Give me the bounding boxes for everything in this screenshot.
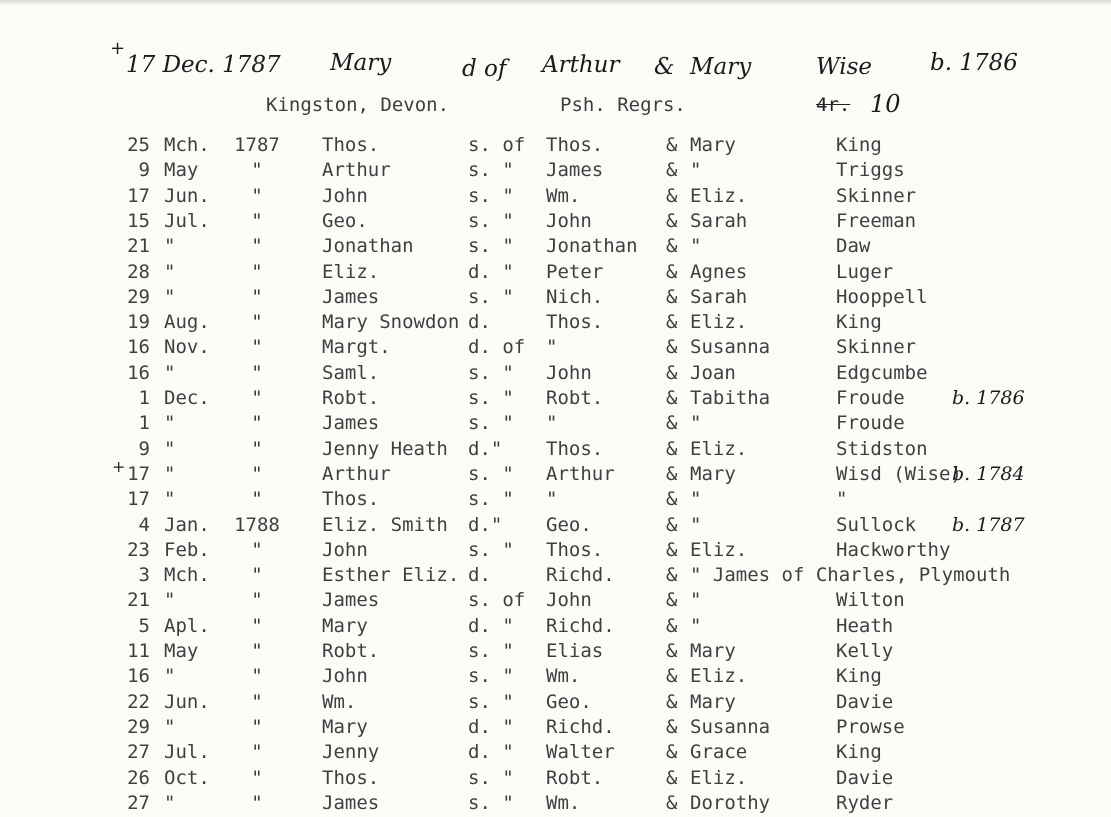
register-row <box>0 261 1111 286</box>
entry-surname: Sullock <box>836 513 917 536</box>
entry-month: Mch. <box>164 564 210 587</box>
register-row <box>0 311 1111 336</box>
entry-mother: " <box>690 412 702 435</box>
entry-year: " <box>251 741 263 764</box>
entry-day: 3 <box>138 564 150 587</box>
entry-mother: Eliz. <box>690 311 748 334</box>
entry-ampersand: & <box>666 159 678 182</box>
entry-ampersand: & <box>666 437 678 460</box>
entry-month: May <box>164 640 199 662</box>
entry-ampersand: & <box>666 311 678 334</box>
entry-father: Richd. <box>546 715 615 738</box>
entry-ampersand: & <box>666 260 678 283</box>
entry-mother: " <box>690 513 702 536</box>
entry-day: 29 <box>127 715 150 738</box>
entry-year: " <box>251 285 263 308</box>
entry-year: " <box>251 766 263 789</box>
entry-day: 5 <box>138 614 150 637</box>
entry-father: John <box>546 361 592 384</box>
entry-mother: Eliz. <box>690 538 748 561</box>
entry-mother: Eliz. <box>690 184 748 207</box>
entry-father: Peter <box>546 260 604 283</box>
entry-surname: Hooppell <box>836 285 928 308</box>
entry-ampersand: & <box>666 462 678 485</box>
entry-father: Thos. <box>546 538 604 561</box>
entry-ampersand: & <box>666 387 678 409</box>
entry-surname: Prowse <box>836 715 905 738</box>
entry-surname: King <box>836 311 882 334</box>
entry-day: 1 <box>138 412 150 435</box>
entry-month: " <box>164 715 176 738</box>
entry-father: Robt. <box>546 766 604 789</box>
entry-ampersand: & <box>666 665 678 688</box>
entry-surname: Triggs <box>836 159 905 182</box>
entry-relation: s. of <box>468 589 526 612</box>
entry-surname: Froude <box>836 412 905 435</box>
entry-year: " <box>251 640 263 662</box>
entry-surname: Davie <box>836 766 894 789</box>
entry-month: " <box>164 285 176 308</box>
entry-surname: Davie <box>836 690 894 713</box>
entry-surname: Daw <box>836 235 871 258</box>
entry-relation: d." <box>468 513 503 536</box>
entry-surname: Luger <box>836 260 894 283</box>
entry-father: John <box>546 589 592 612</box>
entry-child: James <box>322 412 380 435</box>
entry-child: Margt. <box>322 336 391 359</box>
entry-child: Jenny Heath <box>322 437 448 460</box>
entry-child: Arthur <box>322 462 391 485</box>
entry-year: " <box>251 564 263 587</box>
entry-child: Saml. <box>322 361 380 384</box>
entry-relation: s. " <box>468 235 514 258</box>
entry-child: Arthur <box>322 159 391 182</box>
entry-child: Wm. <box>322 690 357 713</box>
entry-relation: d. " <box>468 715 514 738</box>
entry-mother: Sarah <box>690 209 748 232</box>
entry-day: 28 <box>127 260 150 283</box>
entry-mother: Joan <box>690 361 736 384</box>
entry-surname: " <box>836 488 848 511</box>
entry-month: Jan. <box>164 513 210 536</box>
entry-month: Jun. <box>164 184 210 207</box>
entry-mother: Mary <box>690 134 736 156</box>
entry-father: Wm. <box>546 184 581 207</box>
entry-child: John <box>322 538 368 561</box>
entry-day: 27 <box>127 791 150 814</box>
entry-day: 17 <box>127 488 150 511</box>
entry-relation: s. " <box>468 665 514 688</box>
entry-relation: s. of <box>468 134 526 156</box>
annotation-amp: & <box>654 54 675 80</box>
entry-child: Mary <box>322 715 368 738</box>
entry-relation: d." <box>468 437 503 460</box>
entry-father: Richd. <box>546 614 615 637</box>
annotation-child: Mary <box>330 50 392 76</box>
register-header <box>0 90 1111 124</box>
register-row <box>0 210 1111 235</box>
entry-child: Esther Eliz. <box>322 564 460 587</box>
register-row <box>0 589 1111 614</box>
entry-relation: d. " <box>468 260 514 283</box>
annotation-relation: d of <box>462 56 507 82</box>
entry-surname: Kelly <box>836 640 894 662</box>
entry-ampersand: & <box>666 235 678 258</box>
entry-father: " <box>546 488 558 511</box>
entry-year: " <box>251 715 263 738</box>
entry-month: Jun. <box>164 690 210 713</box>
entry-day: 17 <box>127 462 150 485</box>
register-row <box>0 716 1111 741</box>
entry-year: " <box>251 462 263 485</box>
entry-child: Eliz. Smith <box>322 513 448 536</box>
register-row <box>0 412 1111 437</box>
entry-father: Jonathan <box>546 235 638 258</box>
register-row <box>0 741 1111 766</box>
entry-child: James <box>322 285 380 308</box>
entry-surname: Freeman <box>836 209 917 232</box>
register-row <box>0 387 1111 412</box>
entry-year: 1788 <box>234 513 280 536</box>
annotation-father: Arthur <box>542 52 620 78</box>
register-row <box>0 539 1111 564</box>
entry-year: " <box>251 791 263 814</box>
entry-surname: Skinner <box>836 184 917 207</box>
entry-month: Jul. <box>164 741 210 764</box>
entry-month: Aug. <box>164 311 210 334</box>
entry-child: Thos. <box>322 488 380 511</box>
entry-relation: s. " <box>468 462 514 485</box>
entry-year: " <box>251 488 263 511</box>
entry-month: " <box>164 791 176 814</box>
entry-father: Robt. <box>546 387 604 409</box>
entry-year: " <box>251 235 263 258</box>
entry-child: John <box>322 665 368 688</box>
entry-relation: d. of <box>468 336 526 359</box>
entry-ampersand: & <box>666 741 678 764</box>
register-row <box>0 792 1111 817</box>
register-row <box>0 235 1111 260</box>
entry-child: Jonathan <box>322 235 414 258</box>
entry-surname: Heath <box>836 614 894 637</box>
header-source: Psh. Regrs. <box>560 94 686 116</box>
entry-day: 1 <box>138 387 150 409</box>
entry-surname: Hackworthy <box>836 538 951 561</box>
entry-ampersand: & <box>666 412 678 435</box>
entry-relation: s. " <box>468 159 514 182</box>
register-row <box>0 665 1111 690</box>
entry-mother: Dorothy <box>690 791 771 814</box>
annotation-born: b. 1786 <box>930 50 1018 76</box>
register-row <box>0 456 1111 488</box>
entry-year: " <box>251 209 263 232</box>
entry-plus-mark: + <box>112 456 126 476</box>
entry-mother: " <box>690 488 702 511</box>
entry-father: Elias <box>546 640 604 662</box>
entry-day: 26 <box>127 766 150 789</box>
entry-mother: Agnes <box>690 260 748 283</box>
register-row <box>0 336 1111 361</box>
entry-surname: Ryder <box>836 791 894 814</box>
entry-mother: " <box>690 235 702 258</box>
entry-ampersand: & <box>666 715 678 738</box>
entry-year: " <box>251 665 263 688</box>
entry-month: " <box>164 361 176 384</box>
entry-day: 16 <box>127 336 150 359</box>
entry-ampersand: & <box>666 361 678 384</box>
entry-ampersand: & <box>666 538 678 561</box>
entry-day: 25 <box>127 134 150 156</box>
entry-father: James <box>546 159 604 182</box>
entry-month: Apl. <box>164 614 210 637</box>
entry-year: " <box>251 336 263 359</box>
register-row <box>0 514 1111 539</box>
entry-child: Robt. <box>322 387 380 409</box>
entry-day: 29 <box>127 285 150 308</box>
entry-year: " <box>251 159 263 182</box>
entry-father: Geo. <box>546 513 592 536</box>
entry-mother: Eliz. <box>690 766 748 789</box>
entry-day: 19 <box>127 311 150 334</box>
entry-surname: King <box>836 665 882 688</box>
entry-ampersand: & <box>666 134 678 156</box>
entry-mother: Susanna <box>690 715 771 738</box>
entry-mother: Susanna <box>690 336 771 359</box>
entry-day: 16 <box>127 361 150 384</box>
entry-father: Arthur <box>546 462 615 485</box>
entry-day: 11 <box>127 640 150 662</box>
entry-day: 9 <box>138 437 150 460</box>
entry-month: " <box>164 437 176 460</box>
entry-child: Robt. <box>322 640 380 662</box>
entry-month: Feb. <box>164 538 210 561</box>
entry-month: Dec. <box>164 387 210 409</box>
entry-father: Thos. <box>546 311 604 334</box>
entry-surname: King <box>836 134 882 156</box>
entry-month: " <box>164 462 176 485</box>
entry-child: James <box>322 589 380 612</box>
entry-year: " <box>251 387 263 409</box>
entry-surname: Wilton <box>836 589 905 612</box>
entry-mother: Grace <box>690 741 748 764</box>
register-row <box>0 159 1111 184</box>
entry-mother: " <box>690 159 702 182</box>
entry-ampersand: & <box>666 285 678 308</box>
entry-father: Geo. <box>546 690 592 713</box>
entry-day: 21 <box>127 235 150 258</box>
entry-relation: s. " <box>468 766 514 789</box>
entry-relation: d. <box>468 564 491 587</box>
entry-father: Thos. <box>546 437 604 460</box>
entry-year: " <box>251 412 263 435</box>
annotation-surname: Wise <box>816 54 873 80</box>
entry-mother: Eliz. <box>690 665 748 688</box>
entry-relation: s. " <box>468 387 514 409</box>
entry-month: " <box>164 589 176 612</box>
entry-relation: s. " <box>468 209 514 232</box>
register-row <box>0 438 1111 463</box>
entry-father: Thos. <box>546 134 604 156</box>
entry-relation: s. " <box>468 412 514 435</box>
entry-year: " <box>251 589 263 612</box>
entry-month: May <box>164 159 199 182</box>
register-row <box>0 362 1111 387</box>
entry-surname: Stidston <box>836 437 928 460</box>
entry-ampersand: & <box>666 690 678 713</box>
entry-father: Richd. <box>546 564 615 587</box>
entry-mother: " James of Charles, Plymouth <box>690 564 1011 587</box>
entry-mother: Mary <box>690 690 736 713</box>
entry-day: 23 <box>127 538 150 561</box>
entry-surname: Skinner <box>836 336 917 359</box>
scan-top-edge <box>0 0 1111 6</box>
entry-year: " <box>251 538 263 561</box>
header-ref: 10 <box>870 90 901 118</box>
entry-month: " <box>164 412 176 435</box>
entry-year: 1787 <box>234 134 280 156</box>
entry-ampersand: & <box>666 184 678 207</box>
entry-child: Mary <box>322 614 368 637</box>
entry-day: 27 <box>127 741 150 764</box>
entry-month: Mch. <box>164 134 210 156</box>
entry-relation: s. " <box>468 285 514 308</box>
entry-relation: d. <box>468 311 491 334</box>
entry-handwritten-note: b. 1786 <box>952 387 1025 409</box>
entry-day: 9 <box>138 159 150 182</box>
entry-child: Mary Snowdon <box>322 311 460 334</box>
entry-relation: s. " <box>468 538 514 561</box>
entry-ampersand: & <box>666 209 678 232</box>
entry-father: John <box>546 209 592 232</box>
entry-surname: Wisd (Wise) <box>836 462 962 485</box>
entry-mother: Sarah <box>690 285 748 308</box>
annotation-date: 17 Dec. 1787 <box>126 52 281 78</box>
entry-relation: d. " <box>468 741 514 764</box>
entry-day: 21 <box>127 589 150 612</box>
entry-surname: Froude <box>836 387 905 409</box>
entry-father: Wm. <box>546 791 581 814</box>
entry-father: Walter <box>546 741 615 764</box>
entry-child: James <box>322 791 380 814</box>
entry-year: " <box>251 437 263 460</box>
annotation-plus: + <box>110 38 126 59</box>
entry-day: 15 <box>127 209 150 232</box>
entry-father: " <box>546 336 558 359</box>
register-row <box>0 640 1111 665</box>
entry-surname: King <box>836 741 882 764</box>
entry-month: " <box>164 235 176 258</box>
header-place: Kingston, Devon. <box>266 94 450 116</box>
register-row <box>0 286 1111 311</box>
entry-handwritten-note: b. 1787 <box>952 513 1025 536</box>
entry-ampersand: & <box>666 488 678 511</box>
entry-month: " <box>164 488 176 511</box>
entry-ampersand: & <box>666 513 678 536</box>
entry-relation: s. " <box>468 361 514 384</box>
entry-ampersand: & <box>666 589 678 612</box>
register-row <box>0 134 1111 159</box>
entry-month: Oct. <box>164 766 210 789</box>
register-row <box>0 185 1111 210</box>
register-row <box>0 767 1111 792</box>
entry-year: " <box>251 361 263 384</box>
entry-ampersand: & <box>666 564 678 587</box>
header-ref-struck: 4r. <box>816 94 851 116</box>
entry-mother: Mary <box>690 462 736 485</box>
entry-year: " <box>251 690 263 713</box>
entry-child: Eliz. <box>322 260 380 283</box>
entry-year: " <box>251 311 263 334</box>
entry-year: " <box>251 184 263 207</box>
entry-ampersand: & <box>666 791 678 814</box>
entry-year: " <box>251 614 263 637</box>
entry-relation: s. " <box>468 488 514 511</box>
entry-relation: s. " <box>468 690 514 713</box>
entry-relation: s. " <box>468 640 514 662</box>
entry-child: Thos. <box>322 134 380 156</box>
entry-father: " <box>546 412 558 435</box>
entry-ampersand: & <box>666 766 678 789</box>
register-row <box>0 615 1111 640</box>
entry-ampersand: & <box>666 614 678 637</box>
entry-mother: Mary <box>690 640 736 662</box>
entry-ampersand: & <box>666 640 678 662</box>
register-row <box>0 488 1111 513</box>
entry-child: John <box>322 184 368 207</box>
entry-father: Nich. <box>546 285 604 308</box>
register-row <box>0 564 1111 589</box>
entry-mother: Eliz. <box>690 437 748 460</box>
entry-mother: " <box>690 614 702 637</box>
entry-month: Jul. <box>164 209 210 232</box>
entry-day: 4 <box>138 513 150 536</box>
entry-mother: Tabitha <box>690 387 771 409</box>
entry-relation: d. " <box>468 614 514 637</box>
entry-day: 17 <box>127 184 150 207</box>
entry-month: Nov. <box>164 336 210 359</box>
entry-mother: " <box>690 589 702 612</box>
entry-day: 16 <box>127 665 150 688</box>
entry-relation: s. " <box>468 791 514 814</box>
entry-child: Geo. <box>322 209 368 232</box>
register-row <box>0 691 1111 716</box>
entry-year: " <box>251 260 263 283</box>
entry-relation: s. " <box>468 184 514 207</box>
entry-ampersand: & <box>666 336 678 359</box>
entry-month: " <box>164 665 176 688</box>
entry-day: 22 <box>127 690 150 713</box>
annotation-mother: Mary <box>690 54 752 80</box>
entry-month: " <box>164 260 176 283</box>
entry-handwritten-note: b. 1784 <box>952 462 1025 485</box>
entry-child: Thos. <box>322 766 380 789</box>
entry-father: Wm. <box>546 665 581 688</box>
entry-surname: Edgcumbe <box>836 361 928 384</box>
entry-child: Jenny <box>322 741 380 764</box>
